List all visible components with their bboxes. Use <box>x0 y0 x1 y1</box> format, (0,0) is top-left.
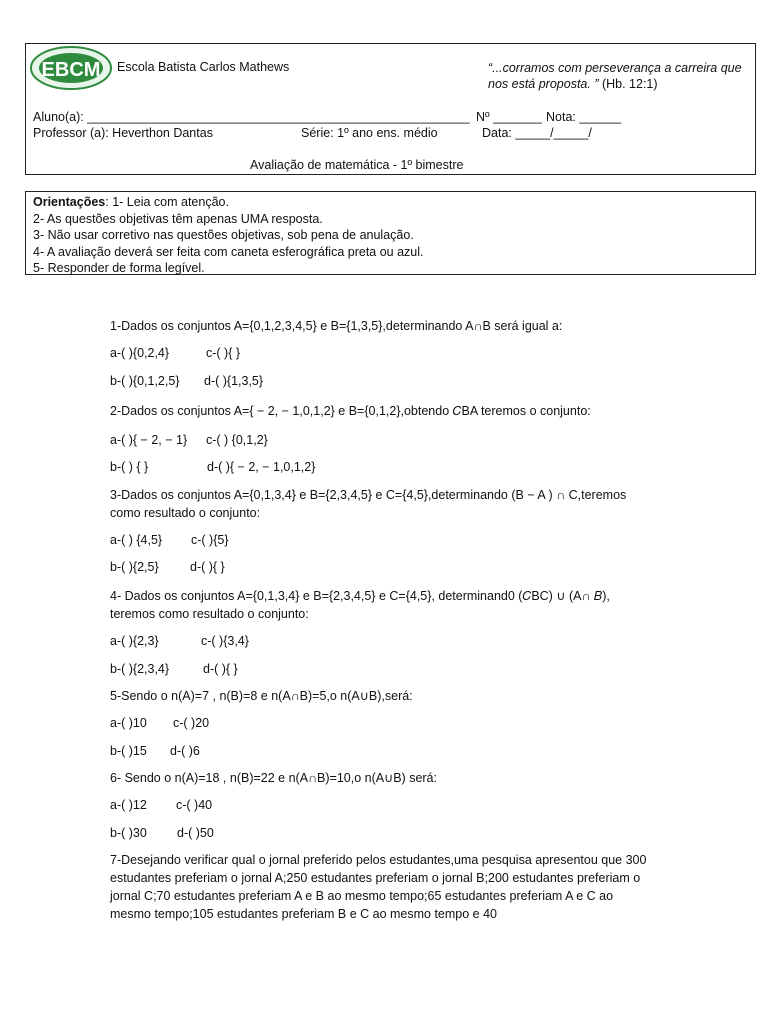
quote-reference: (Hb. 12:1) <box>598 77 658 91</box>
q6-option-d[interactable]: d-( )50 <box>177 826 214 840</box>
q4-option-a[interactable]: a-( ){2,3} <box>110 634 159 648</box>
date-field[interactable]: Data: _____/_____/ <box>482 126 592 140</box>
question-6-options-row-1 <box>110 796 650 814</box>
instruction-item: 2- As questões objetivas têm apenas UMA resposta. <box>33 211 323 226</box>
quote <box>488 60 750 92</box>
q2-option-d[interactable]: d-( ){ − 2, − 1,0,1,2} <box>207 460 316 474</box>
question-5: 5-Sendo o n(A)=7 , n(B)=8 e n(A∩B)=5,o n(A∪B),será: <box>110 689 413 703</box>
question-2-options-row-2 <box>110 458 650 476</box>
question-5-options-row-1 <box>110 714 650 732</box>
question-3: 3-Dados os conjuntos A={0,1,3,4} e B={2,3,4,5} e C={4,5},determinando (B − A ) ∩ C,teremos como resultado o conjunto: <box>110 488 627 520</box>
q2-option-b[interactable]: b-( ) { } <box>110 460 149 474</box>
q4-option-b[interactable]: b-( ){2,3,4} <box>110 662 170 676</box>
q5-option-b[interactable]: b-( )15 <box>110 744 147 758</box>
q1-option-b[interactable]: b-( ){0,1,2,5} <box>110 374 180 388</box>
question-7: 7-Desejando verificar qual o jornal preferido pelos estudantes,uma pesquisa apresentou que 300 estudantes preferiam o jornal A;250 estudantes preferiam o jornal B;200 estudantes preferiam o jornal C;70 estudantes preferiam A e B ao mesmo tempo;65 estudantes preferiam A e C ao mesmo tempo;105 estudantes preferiam B e C ao mesmo tempo e 40 <box>110 853 647 921</box>
instruction-item: 3- Não usar corretivo nas questões objetivas, sob pena de anulação. <box>33 228 414 243</box>
grade-level-label: Série: 1º ano ens. médio <box>301 126 438 140</box>
q6-option-b[interactable]: b-( )30 <box>110 826 147 840</box>
question-4-options-row-2 <box>110 660 650 678</box>
student-name-field[interactable]: Aluno(a): _______________________________________________________ <box>33 110 470 124</box>
question-6: 6- Sendo o n(A)=18 , n(B)=22 e n(A∩B)=10,o n(A∪B) será: <box>110 771 437 785</box>
quote-text: “...corramos com perseverança a carreira que nos está proposta. ” <box>488 61 742 91</box>
logo-text: EBCM <box>41 59 101 81</box>
q1-option-d[interactable]: d-( ){1,3,5} <box>204 374 264 388</box>
question-4-options-row-1 <box>110 632 650 650</box>
q3-option-c[interactable]: c-( ){5} <box>191 533 229 547</box>
instructions-label: Orientações <box>33 195 106 209</box>
q2-option-a[interactable]: a-( ){ − 2, − 1} <box>110 433 188 447</box>
q6-option-a[interactable]: a-( )12 <box>110 798 147 812</box>
q2-option-c[interactable]: c-( ) {0,1,2} <box>206 433 268 447</box>
q5-option-d[interactable]: d-( )6 <box>170 744 200 758</box>
header-box <box>25 43 756 175</box>
teacher-label: Professor (a): Heverthon Dantas <box>33 126 213 140</box>
q3-option-b[interactable]: b-( ){2,5} <box>110 560 159 574</box>
instruction-item: 4- A avaliação deverá ser feita com caneta esferográfica preta ou azul. <box>33 244 424 259</box>
question-2-options-row-1 <box>110 431 650 449</box>
q5-option-a[interactable]: a-( )10 <box>110 716 147 730</box>
question-5-options-row-2 <box>110 742 650 760</box>
question-2: 2-Dados os conjuntos A={ − 2, − 1,0,1,2} e B={0,1,2},obtendo 𝐶BA teremos o conjunto: <box>110 404 591 418</box>
grade-field[interactable]: Nota: ______ <box>546 110 622 124</box>
q3-option-d[interactable]: d-( ){ } <box>190 560 225 574</box>
q5-option-c[interactable]: c-( )20 <box>173 716 210 730</box>
question-1-options-row-2 <box>110 372 650 390</box>
question-3-options-row-1 <box>110 531 650 549</box>
exam-title: Avaliação de matemática - 1º bimestre <box>250 158 464 172</box>
school-name: Escola Batista Carlos Mathews <box>117 60 290 74</box>
instruction-item: 5- Responder de forma legível. <box>33 261 205 276</box>
question-1-options-row-1 <box>110 344 650 362</box>
question-4: 4- Dados os conjuntos A={0,1,3,4} e B={2,3,4,5} e C={4,5}, determinand0 (𝐶BC) ∪ (A∩ 𝐵), teremos como resultado o conjunto: <box>110 589 610 621</box>
student-number-field[interactable]: Nº _______ <box>476 110 542 124</box>
q4-option-c[interactable]: c-( ){3,4} <box>201 634 249 648</box>
question-6-options-row-2 <box>110 824 650 842</box>
question-3-options-row-2 <box>110 558 650 576</box>
q6-option-c[interactable]: c-( )40 <box>176 798 213 812</box>
question-1: 1-Dados os conjuntos A={0,1,2,3,4,5} e B={1,3,5},determinando A∩B será igual a: <box>110 319 563 333</box>
q1-option-a[interactable]: a-( ){0,2,4} <box>110 346 170 360</box>
q4-option-d[interactable]: d-( ){ } <box>203 662 238 676</box>
instructions-box <box>25 191 756 275</box>
instructions-line-1: Orientações: 1- Leia com atenção. <box>33 195 229 209</box>
q1-option-c[interactable]: c-( ){ } <box>206 346 241 360</box>
school-logo <box>30 46 112 90</box>
q3-option-a[interactable]: a-( ) {4,5} <box>110 533 163 547</box>
